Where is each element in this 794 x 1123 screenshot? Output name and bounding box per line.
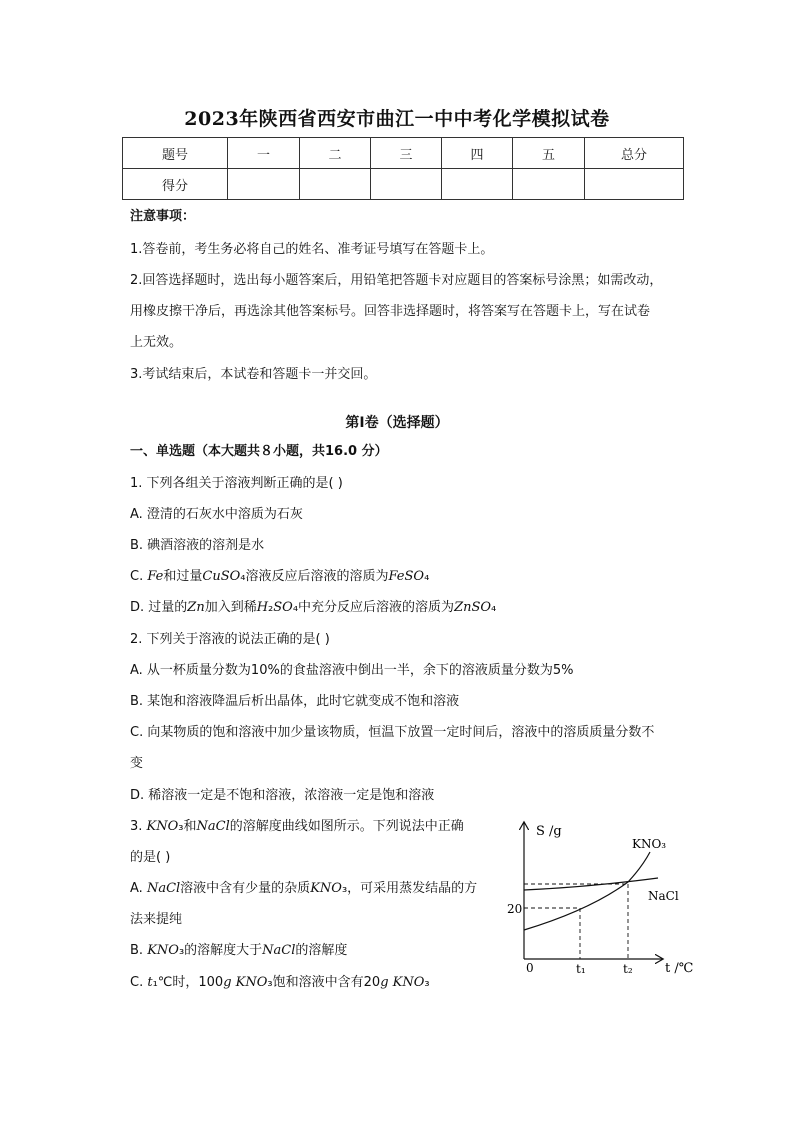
formula: CuSO — [202, 569, 241, 584]
text: B. — [130, 943, 148, 958]
text: ₄ — [491, 600, 497, 615]
text: 3. — [130, 819, 147, 834]
formula: FeSO — [388, 569, 425, 584]
y-tick-label: 20 — [507, 902, 523, 916]
text: ₃饱和溶液中含有20 — [267, 975, 381, 990]
score-cell[interactable] — [585, 169, 684, 200]
score-table-score-row — [123, 169, 684, 200]
question-1-stem: 1. 下列各组关于溶液判断正确的是( ) — [130, 476, 343, 491]
question-3-stem — [130, 817, 464, 837]
score-header-cell: 五 — [513, 138, 585, 169]
score-cell[interactable] — [371, 169, 442, 200]
notice-line: 3.考试结束后，本试卷和答题卡一并交回。 — [130, 367, 377, 382]
notice-line: 用橡皮擦干净后，再选涂其他答案标号。回答非选择题时，将答案写在答题卡上，写在试卷 — [130, 304, 651, 319]
text: 溶液中含有少量的杂质 — [180, 881, 311, 896]
formula: NaCl — [146, 881, 181, 896]
y-axis-label: S /g — [536, 824, 562, 839]
score-row-label: 得分 — [123, 169, 228, 200]
score-cell[interactable] — [513, 169, 585, 200]
formula: SO — [273, 600, 293, 615]
text: 的溶解度 — [295, 943, 348, 958]
q2-option-c-cont: 变 — [130, 756, 144, 771]
nacl-label: NaCl — [648, 889, 679, 903]
question-3-stem-cont: 的是( ) — [130, 850, 171, 865]
formula: KNO — [146, 819, 179, 834]
formula: KNO — [392, 975, 425, 990]
q1-option-d[interactable] — [130, 598, 496, 618]
section-title: 第Ⅰ卷（选择题） — [345, 415, 449, 431]
score-cell[interactable] — [228, 169, 300, 200]
solubility-graph — [500, 815, 700, 985]
text: ₂ — [268, 600, 274, 615]
q1-option-b[interactable]: B. 碘酒溶液的溶剂是水 — [130, 538, 265, 553]
notice-heading: 注意事项： — [130, 209, 196, 224]
formula: Zn — [187, 600, 205, 615]
formula: KNO — [147, 943, 179, 958]
formula: NaCl — [196, 819, 230, 834]
text: 加入到稀 — [204, 600, 257, 615]
text: ₄中充分反应后溶液的溶质为 — [292, 600, 455, 615]
text: ₄ — [424, 569, 430, 584]
q2-option-c[interactable]: C. 向某物质的饱和溶液中加少量该物质，恒温下放置一定时间后，溶液中的溶质质量分数不 — [130, 725, 655, 740]
notice-line: 2.回答选择题时，选出每小题答案后，用铅笔把答题卡对应题目的答案标号涂黑；如需改动， — [130, 273, 663, 288]
text: ₃的溶解度大于 — [178, 943, 263, 958]
x-tick-label: t₂ — [623, 962, 633, 976]
score-header-cell: 题号 — [123, 138, 228, 169]
q3-option-c[interactable] — [130, 973, 430, 993]
text: ₃ — [424, 975, 430, 990]
q1-option-a[interactable]: A. 澄清的石灰水中溶质为石灰 — [130, 507, 303, 522]
score-header-cell: 总分 — [585, 138, 684, 169]
q3-option-a-cont: 法来提纯 — [130, 912, 183, 927]
notice-line: 上无效。 — [130, 335, 183, 350]
q3-option-a[interactable] — [130, 879, 477, 899]
q2-option-d[interactable]: D. 稀溶液一定是不饱和溶液，浓溶液一定是饱和溶液 — [130, 788, 435, 803]
formula: KNO — [310, 881, 342, 896]
text: D. 过量的 — [130, 600, 188, 615]
formula: g — [223, 975, 232, 990]
text: 和过量 — [163, 569, 203, 584]
score-header-cell: 四 — [442, 138, 513, 169]
text: ₃，可采用蒸发结晶的方 — [341, 881, 478, 896]
formula: NaCl — [262, 943, 296, 958]
formula: g — [380, 975, 389, 990]
origin-label: 0 — [526, 961, 534, 975]
formula: KNO — [235, 975, 268, 990]
q3-option-b[interactable] — [130, 941, 347, 961]
text: C. — [130, 975, 148, 990]
score-header-cell: 一 — [228, 138, 300, 169]
text: ₃和 — [178, 819, 197, 834]
kno3-label: KNO₃ — [632, 837, 667, 851]
score-header-cell: 三 — [371, 138, 442, 169]
notice-line: 1.答卷前，考生务必将自己的姓名、准考证号填写在答题卡上。 — [130, 242, 494, 257]
text: ₄溶液反应后溶液的溶质为 — [240, 569, 389, 584]
formula: Fe — [147, 569, 164, 584]
q1-option-c[interactable] — [130, 567, 429, 587]
kno3-curve — [524, 852, 650, 930]
score-table — [122, 137, 684, 200]
q2-option-a[interactable]: A. 从一杯质量分数为10%的食盐溶液中倒出一半，余下的溶液质量分数为5% — [130, 663, 574, 678]
q2-option-b[interactable]: B. 某饱和溶液降温后析出晶体，此时它就变成不饱和溶液 — [130, 694, 460, 709]
x-axis-label: t /℃ — [665, 961, 694, 976]
score-header-cell: 二 — [300, 138, 371, 169]
score-table-header-row — [123, 138, 684, 169]
text: A. — [130, 881, 147, 896]
formula: ZnSO — [454, 600, 492, 615]
question-2-stem: 2. 下列关于溶液的说法正确的是( ) — [130, 632, 330, 647]
formula: t — [147, 975, 153, 990]
page-title: 2023年陕西省西安市曲江一中中考化学模拟试卷 — [184, 108, 610, 130]
x-tick-label: t₁ — [576, 962, 586, 976]
text: ₁℃时，100 — [152, 975, 224, 990]
formula: H — [256, 600, 269, 615]
score-cell[interactable] — [442, 169, 513, 200]
text: C. — [130, 569, 148, 584]
part-heading: 一、单选题（本大题共８小题，共16.0 分） — [130, 444, 388, 459]
score-cell[interactable] — [300, 169, 371, 200]
text: 的溶解度曲线如图所示。下列说法中正确 — [229, 819, 464, 834]
